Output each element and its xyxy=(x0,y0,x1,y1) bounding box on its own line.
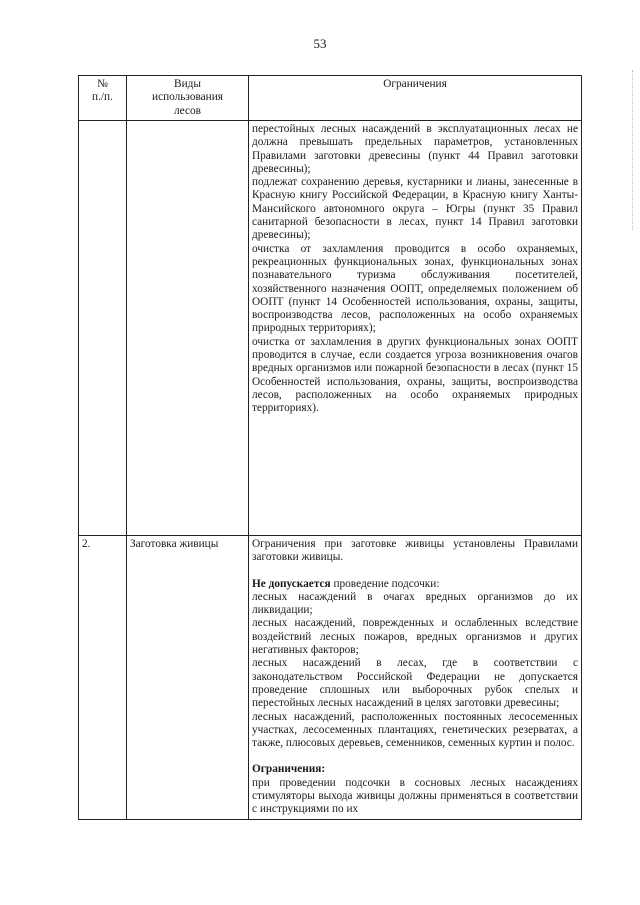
row2-restrictions-cell xyxy=(249,536,582,820)
not-allowed-rest: проведение подсочки: xyxy=(330,577,440,590)
row2-intro: Ограничения при заготовке живицы установлены Правилами заготовки живицы. xyxy=(252,538,578,564)
table-row xyxy=(79,536,582,820)
row2-number: 2. xyxy=(82,538,91,550)
table-row xyxy=(79,121,582,536)
row1-paragraph: перестойных лесных насаждений в эксплуатационных лесах не должна превышать предельных параметров, установленных Правилами заготовки древесины (пункт 44 Правил заготовки древесины); xyxy=(252,123,578,175)
header-restrictions xyxy=(249,76,582,121)
page-number: 53 xyxy=(313,36,327,51)
table-header-row xyxy=(79,76,582,121)
not-allowed-bold: Не допускается xyxy=(252,577,331,590)
row2-item: лесных насаждений, расположенных постоянных лесосеменных участках, лесосеменных плантациях, генетических резерватах, а также, плюсовых деревьев, семенников, семенных куртин и полос. xyxy=(252,710,578,750)
row1-paragraph: очистка от захламления проводится в особо охраняемых, рекреационных функциональных зонах, функциональных зонах познавательного туризма обслуживания посетителей, хозяйственного назначения ООПТ, определяемых положением об ООПТ (пункт 14 Особенностей использования, охраны, защиты, воспроизводства лесов, расположенных на особо охраняемых природных территориях); xyxy=(252,242,578,335)
row2-number-cell xyxy=(79,536,127,820)
row2-usage-cell xyxy=(127,536,249,820)
row1-restrictions-cell xyxy=(249,121,582,536)
row1-paragraph: очистка от захламления в других функциональных зонах ООПТ проводится в случае, если создается угроза возникновения очагов вредных организмов или пожарной безопасности в лесах (пункт 15 Особенностей использования, охраны, защиты, воспроизводства лесов, расположенных на особо охраняемых природных территориях). xyxy=(252,335,578,415)
paragraph-gap xyxy=(252,565,578,578)
row1-paragraph: подлежат сохранению деревья, кустарники и лианы, занесенные в Красную книгу Российской Федерации, в Красную книгу Ханты-Мансийского автономного округа – Югры (пункт 35 Правил санитарной безопасности в лесах, пункт 14 Правил заготовки древесины); xyxy=(252,176,578,242)
row2-restrictions-heading: Ограничения: xyxy=(252,763,326,776)
header-number-label: № п./п. xyxy=(92,78,113,104)
header-restrictions-label: Ограничения xyxy=(383,78,447,90)
row2-not-allowed xyxy=(252,578,578,591)
row2-usage: Заготовка живицы xyxy=(130,538,219,550)
header-number xyxy=(79,76,127,121)
row2-restrictions-text: при проведении подсочки в сосновых лесных насаждениях стимуляторы выхода живицы должны применяться в соответствии с инструкциями по их xyxy=(252,776,578,816)
header-usage-type xyxy=(127,76,249,121)
restrictions-table xyxy=(78,75,582,820)
row2-item: лесных насаждений в очагах вредных организмов до их ликвидации; xyxy=(252,590,578,617)
row1-number-cell xyxy=(79,121,127,536)
row1-usage-cell xyxy=(127,121,249,536)
row2-item: лесных насаждений в лесах, где в соответствии с законодательством Российской Федерации не допускается проведение сплошных или выборочных рубок спелых и перестойных лесных насаждений в целях заготовки древесины; xyxy=(252,657,578,710)
header-usage-type-label: Виды использования лесов xyxy=(152,78,223,117)
paragraph-gap xyxy=(252,750,578,763)
scan-edge-mark xyxy=(632,70,634,230)
row2-item: лесных насаждений, поврежденных и ослабленных вследствие воздействий лесных пожаров, вредных организмов и других негативных факторов; xyxy=(252,617,578,657)
